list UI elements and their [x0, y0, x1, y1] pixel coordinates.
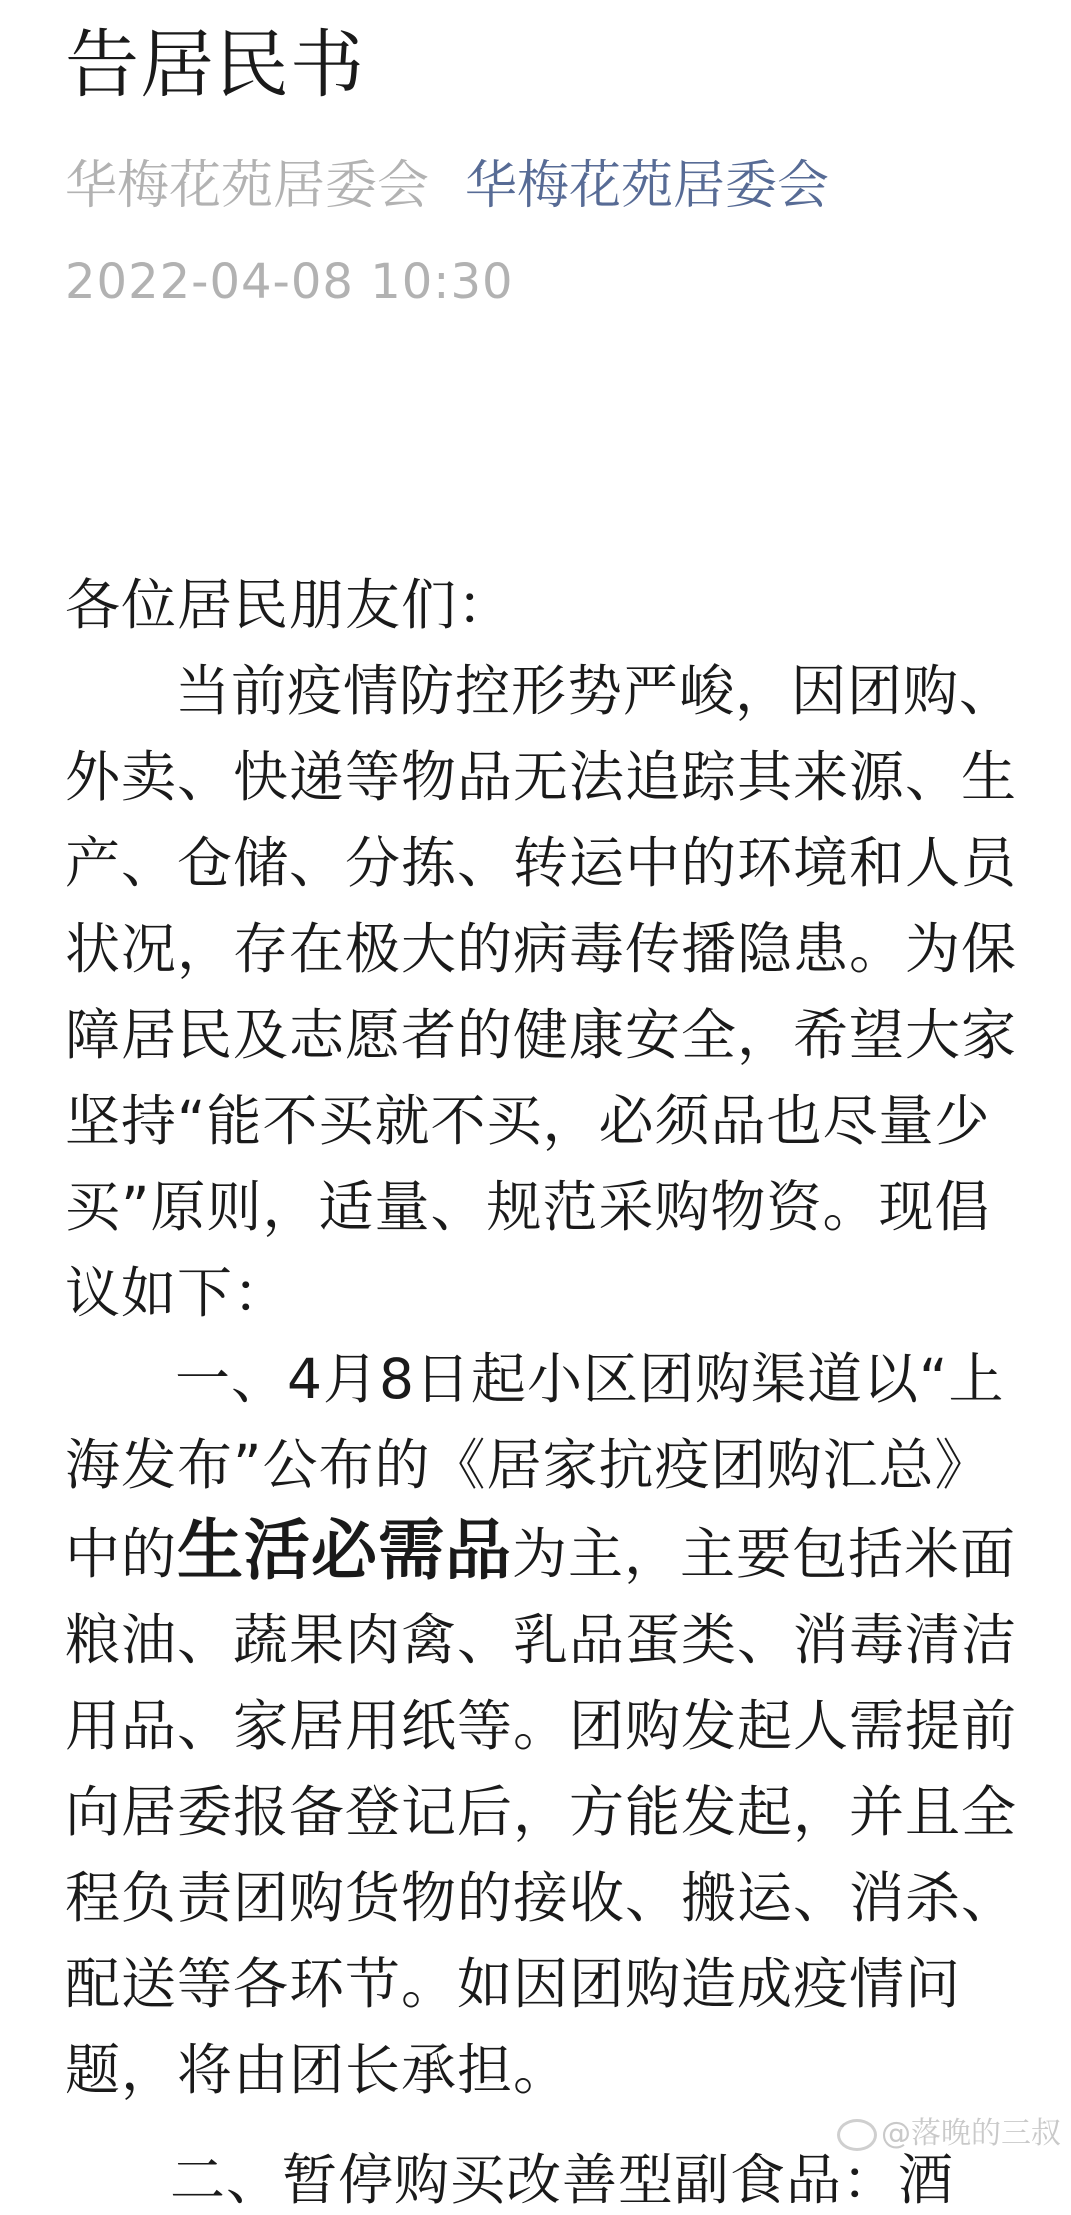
account-name-link[interactable]: 华梅花苑居委会 [465, 156, 830, 216]
article-meta [65, 156, 1025, 216]
article-body [65, 562, 1025, 2113]
paragraph-3-partial: 二、暂停购买改善型副食品：酒 [170, 2148, 955, 2212]
weibo-icon [837, 2119, 877, 2151]
highlight-essentials: 生活必需品 [177, 1512, 513, 1589]
watermark [837, 2108, 1061, 2152]
author-name: 华梅花苑居委会 [65, 156, 430, 216]
article-title: 告居民书 [65, 22, 365, 108]
paragraph-1: 当前疫情防控形势严峻，因团购、外卖、快递等物品无法追踪其来源、生产、仓储、分拣、转运中的环境和人员状况，存在极大的病毒传播隐患。为保障居民及志愿者的健康安全，希望大家坚持“能不买就不买，必须品也尽量少买”原则，适量、规范采购物资。现倡议如下： [65, 659, 1018, 1325]
watermark-text: @落晚的三叔 [881, 2116, 1061, 2151]
paragraph-2-text-before: 一、4月8日起小区团购渠道以“上海发布”公布的《居家抗疫团购汇总》中的 [65, 1347, 1005, 1586]
publish-date: 2022-04-08 10:30 [65, 254, 514, 310]
paragraph-2 [65, 1336, 1025, 2113]
article-header [65, 0, 1025, 310]
paragraph-2-text-after: 为主，主要包括米面粮油、蔬果肉禽、乳品蛋类、消毒清洁用品、家居用纸等。团购发起人需提前向居委报备登记后，方能发起，并且全程负责团购货物的接收、搬运、消杀、配送等各环节。如因团购造成疫情问题，将由团长承担。 [65, 1522, 1018, 2102]
greeting: 各位居民朋友们： [65, 573, 514, 637]
